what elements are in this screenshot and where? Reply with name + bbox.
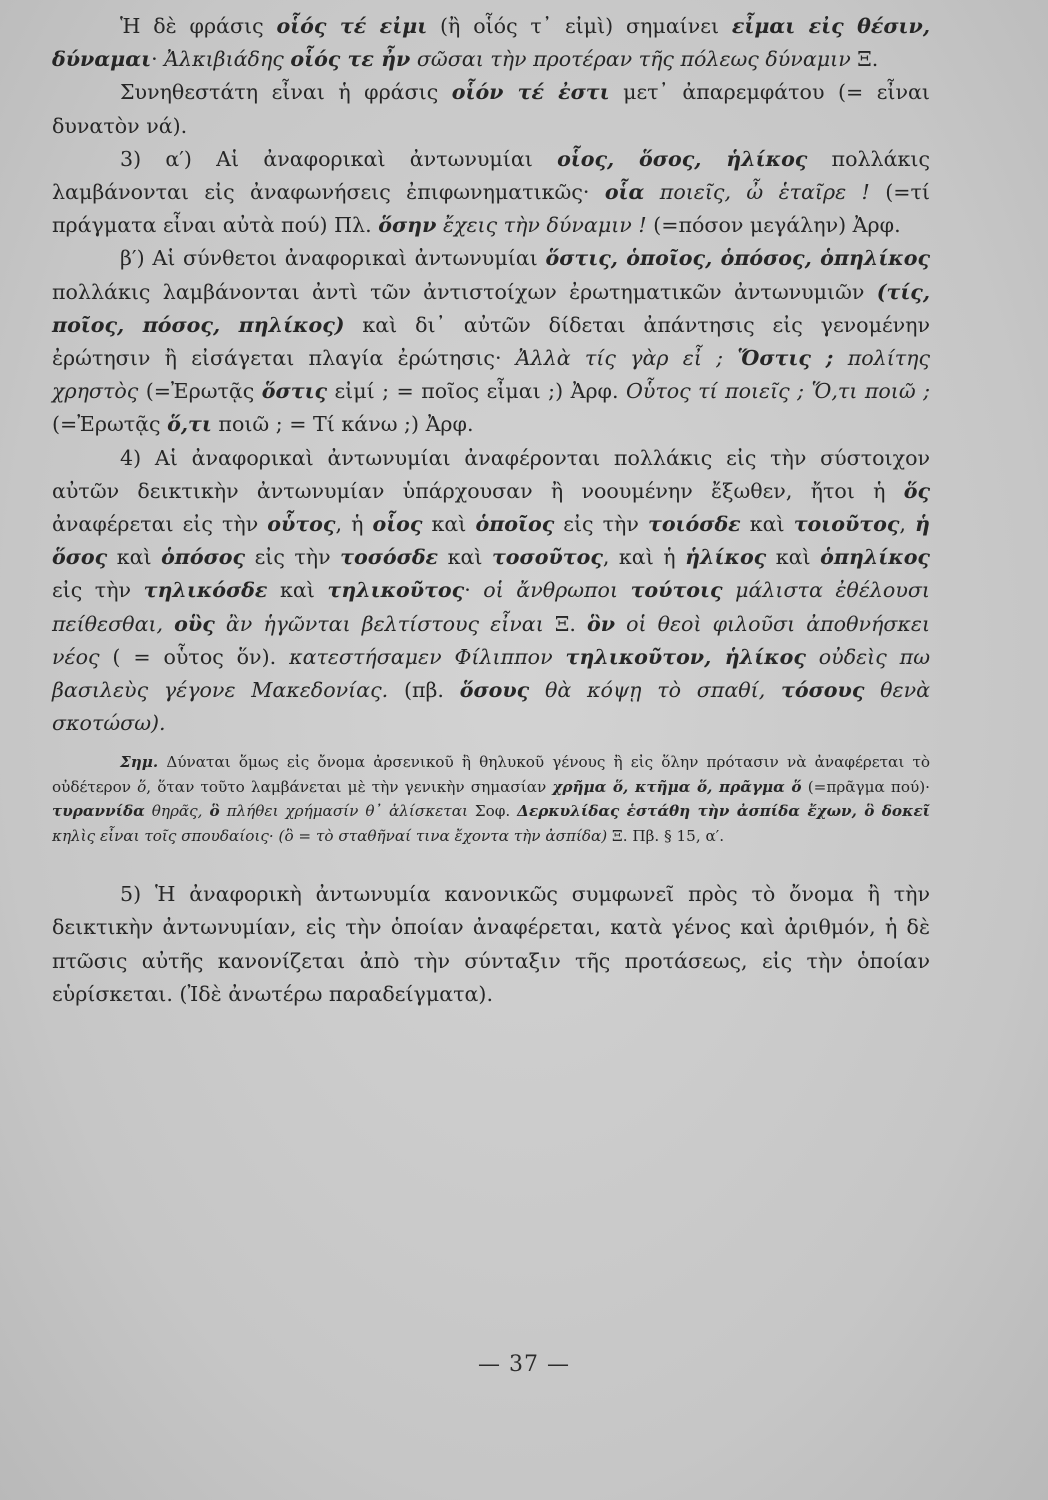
emphasized-term: τηλικοῦτον, ἡλίκος xyxy=(565,644,806,669)
emphasized-term: ὅσους xyxy=(459,678,530,703)
emphasized-term: Δερκυλίδας ἑστάθη τὴν ἀσπίδα ἔχων, ὃ δοκεῖ xyxy=(517,802,931,821)
text-run: (=πόσον μεγάλην) Ἀρφ. xyxy=(646,213,901,238)
paragraph xyxy=(52,76,930,142)
emphasized-term: οἷός τέ εἰμι xyxy=(276,14,428,38)
text-run: (=Ἐρωτᾷς xyxy=(52,412,168,437)
emphasized-term: τηλικόσδε xyxy=(143,578,268,603)
text-run: 3) α′) Αἱ ἀναφορικαὶ ἀντωνυμίαι xyxy=(120,146,558,171)
text-run: καὶ xyxy=(766,545,821,570)
italic-example: οἱ ἄνθρωποι xyxy=(483,578,619,603)
text-run: πολλάκις λαμβάνονται ἀντὶ τῶν ἀντιστοίχων ἐρωτηματικῶν ἀντωνυμιῶν xyxy=(52,279,877,304)
paragraph xyxy=(52,442,930,741)
emphasized-term: τοσόσδε xyxy=(340,545,439,570)
emphasized-term: ἡ ὅσος xyxy=(52,512,930,570)
text-run: μετ᾽ ἀπαρεμφάτου (= εἶναι δυνατὸν νά). xyxy=(52,80,930,138)
text-run: (=τί πράγματα εἶναι αὐτὰ πού) Πλ. xyxy=(52,180,930,238)
text-run xyxy=(806,645,819,669)
emphasized-term: τοιόσδε xyxy=(647,512,741,537)
text-run: καὶ xyxy=(267,578,328,603)
emphasized-term: Σημ. xyxy=(120,753,159,772)
emphasized-term: χρῆμα ὅ, κτῆμα ὅ, πρᾶγμα ὅ xyxy=(552,777,802,796)
emphasized-term: οὗτος xyxy=(267,512,336,537)
emphasized-term: ὅστις xyxy=(261,379,328,404)
italic-example: κηλὶς εἶναι τοῖς σπουδαίοις· (ὃ = τὸ σταθῆναί τινα ἔχοντα τὴν ἀσπίδα) xyxy=(52,826,608,845)
emphasized-term: ὃ xyxy=(209,802,220,821)
emphasized-term: ὅστις, ὁποῖος, ὁπόσος, ὁπηλίκος xyxy=(545,246,930,271)
italic-example: οἱ θεοὶ φιλοῦσι ἀποθνήσκει νέος xyxy=(52,611,931,669)
emphasized-term: τόσους xyxy=(781,678,865,703)
emphasized-term: τηλικοῦτος xyxy=(327,578,465,603)
text-run: ( = οὗτος ὅν). xyxy=(99,644,290,669)
text-run: Ξ. xyxy=(543,611,587,636)
text-run: καὶ xyxy=(438,545,492,570)
text-run xyxy=(529,678,545,702)
text-run: Ξ. xyxy=(850,47,879,72)
italic-example: κατεστήσαμεν Φίλιππον xyxy=(289,644,553,669)
emphasized-term: ὃν xyxy=(586,611,615,636)
text-run: πολλάκις λαμβάνονται εἰς ἀναφωνήσεις ἐπιφωνηματικῶς· xyxy=(52,146,930,205)
text-run: β′) Αἱ σύνθετοι ἀναφορικαὶ ἀντωνυμίαι xyxy=(120,246,546,271)
italic-example: Ἀλλὰ τίς γὰρ εἶ ; xyxy=(515,346,724,371)
text-run: καὶ δι᾽ αὐτῶν δίδεται ἀπάντησις εἰς γενομένην ἐρώτησιν ἢ εἰσάγεται πλαγία ἐρώτησις· xyxy=(52,312,930,371)
main-text xyxy=(52,10,930,740)
text-run: καὶ xyxy=(107,545,162,570)
footnote-remark xyxy=(52,750,930,848)
paragraph xyxy=(52,242,930,441)
italic-example: θενὰ σκοτώσω). xyxy=(52,678,931,736)
text-run: (πβ. xyxy=(388,678,460,703)
text-run: 4) Αἱ ἀναφορικαὶ ἀντωνυμίαι ἀναφέρονται πολλάκις εἰς τὴν σύστοιχον αὐτῶν δεικτικὴν ἀντωνυμίαν ὑπάρχουσαν ἢ νοουμένην ἔξωθεν, ἤτοι ἡ xyxy=(52,445,930,503)
emphasized-term: τούτοις xyxy=(630,578,723,603)
italic-example: ποιεῖς, ὦ ἑταῖρε ! xyxy=(659,180,870,205)
emphasized-term: οἷός τε ἦν xyxy=(290,47,411,72)
page-number: — 37 — xyxy=(478,1352,570,1377)
text-run: , καὶ ἡ xyxy=(602,545,686,570)
text-run xyxy=(220,802,227,820)
text-run: Δύναται ὅμως εἰς ὄνομα ἀρσενικοῦ ἢ θηλυκοῦ γένους ἢ εἰς ὅλην πρότασιν νὰ ἀναφέρεται τὸ οὐδέτερον xyxy=(52,753,930,796)
emphasized-term: ὅς xyxy=(903,478,930,503)
text-run: εἰς τὴν xyxy=(52,578,144,603)
text-run: ποιῶ ; = Τί κάνω ;) Ἀρφ. xyxy=(211,412,474,437)
italic-example: Οὗτος τί ποιεῖς ; Ὅ,τι ποιῶ ; xyxy=(625,379,931,404)
italic-example: πλήθει χρήμασίν θ᾽ ἁλίσκεται xyxy=(226,802,468,821)
text-run: ἀναφέρεται εἰς τὴν xyxy=(52,512,268,537)
italic-example: ἂν ἡγῶνται βελτίστους εἶναι xyxy=(225,611,544,636)
note-paragraph xyxy=(52,750,930,848)
text-run xyxy=(215,612,226,636)
paragraph xyxy=(52,878,930,1011)
italic-example: θὰ κόψῃ τὸ σπαθί, xyxy=(544,678,766,703)
emphasized-term: οἷος, ὅσος, ἡλίκος xyxy=(557,146,808,171)
text-run: Ἡ δὲ φράσις xyxy=(120,14,277,38)
paragraph-5 xyxy=(52,878,930,1011)
emphasized-term: τοιοῦτος xyxy=(793,512,900,537)
emphasized-term: οἷα xyxy=(604,180,645,205)
emphasized-term: τοσοῦτος xyxy=(491,545,603,570)
text-run xyxy=(553,645,566,669)
text-run: καὶ xyxy=(740,512,794,537)
text-run xyxy=(618,578,631,602)
text-run: (ἢ οἷός τ᾽ εἰμὶ) σημαίνει xyxy=(427,14,732,38)
italic-example: θηρᾶς, xyxy=(151,802,203,821)
text-run: εἰς τὴν xyxy=(245,545,341,570)
text-run: (=Ἐρωτᾷς xyxy=(138,379,262,404)
text-run: εἰμί ; = ποῖος εἶμαι ;) Ἀρφ. xyxy=(327,379,626,404)
text-run xyxy=(145,802,152,820)
text-run xyxy=(864,678,880,702)
text-run: , ἡ xyxy=(335,512,373,537)
text-run: Συνηθεστάτη εἶναι ἡ φράσις xyxy=(120,80,452,105)
text-run xyxy=(615,612,626,636)
italic-example: οὐδεὶς πω βασιλεὺς γέγονε Μακεδονίας. xyxy=(52,644,930,703)
emphasized-term: ἡλίκος xyxy=(685,545,767,570)
paragraph xyxy=(52,143,930,243)
text-run: , ὅταν τοῦτο λαμβάνεται μὲ τὴν γενικὴν σημασίαν xyxy=(146,777,553,796)
text-run: 5) Ἡ ἀναφορικὴ ἀντωνυμία κανονικῶς συμφωνεῖ πρὸς τὸ ὄνομα ἢ τὴν δεικτικὴν ἀντωνυμίαν, εἰς τὴν ὁποίαν ἀναφέρεται, κατὰ γένος καὶ ἀριθμόν, ἡ δὲ πτῶσις αὐτῆς κανονίζεται ἀπὸ τὴν σύνταξιν τῆς προτάσεως, εἰς τὴν ὁποίαν εὑρίσκεται. (Ἰδὲ ἀνωτέρω παραδείγματα). xyxy=(52,882,930,1006)
text-run xyxy=(723,578,736,602)
emphasized-term: ὁπηλίκος xyxy=(820,545,930,570)
italic-example: μάλιστα ἐθέλουσι πείθεσθαι, xyxy=(52,578,930,636)
emphasized-term: οἷόν τέ ἐστι xyxy=(451,80,610,105)
emphasized-term: οἷος xyxy=(372,512,423,537)
text-run xyxy=(765,678,781,702)
text-run: Ξ. Πβ. § 15, α′. xyxy=(607,826,725,845)
italic-example: ὅ xyxy=(137,777,147,796)
text-run xyxy=(833,346,847,370)
emphasized-term: ὅσην xyxy=(378,213,437,238)
text-run: Σοφ. xyxy=(467,802,518,821)
italic-example: πολίτης χρηστὸς xyxy=(52,346,931,404)
emphasized-term: ὁποῖος xyxy=(475,512,555,537)
text-run: · xyxy=(464,578,484,603)
emphasized-term: ὁπόσος xyxy=(161,545,246,570)
emphasized-term: ὅ,τι xyxy=(167,412,212,437)
text-run xyxy=(723,346,737,370)
emphasized-term: τυραννίδα xyxy=(52,802,145,821)
paragraph xyxy=(52,10,930,76)
emphasized-term: οὓς xyxy=(174,611,215,636)
emphasized-term: Ὅστις ; xyxy=(737,346,834,371)
text-run: (=πρᾶγμα πού)· xyxy=(801,777,930,796)
emphasized-term: (τίς, ποῖος, πόσος, πηλίκος) xyxy=(52,279,930,337)
text-run xyxy=(163,612,174,636)
italic-example: Ἀλκιβιάδης xyxy=(164,47,284,72)
emphasized-term: εἶμαι εἰς θέσιν, δύναμαι xyxy=(52,14,930,72)
italic-example: σῶσαι τὴν προτέραν τῆς πόλεως δύναμιν xyxy=(416,47,851,72)
text-run: · xyxy=(151,47,165,72)
text-run: καὶ xyxy=(422,512,476,537)
italic-example: ἔχεις τὴν δύναμιν ! xyxy=(442,213,647,238)
text-run: εἰς τὴν xyxy=(554,512,648,537)
text-run xyxy=(644,180,659,204)
text-run: , xyxy=(899,512,916,537)
